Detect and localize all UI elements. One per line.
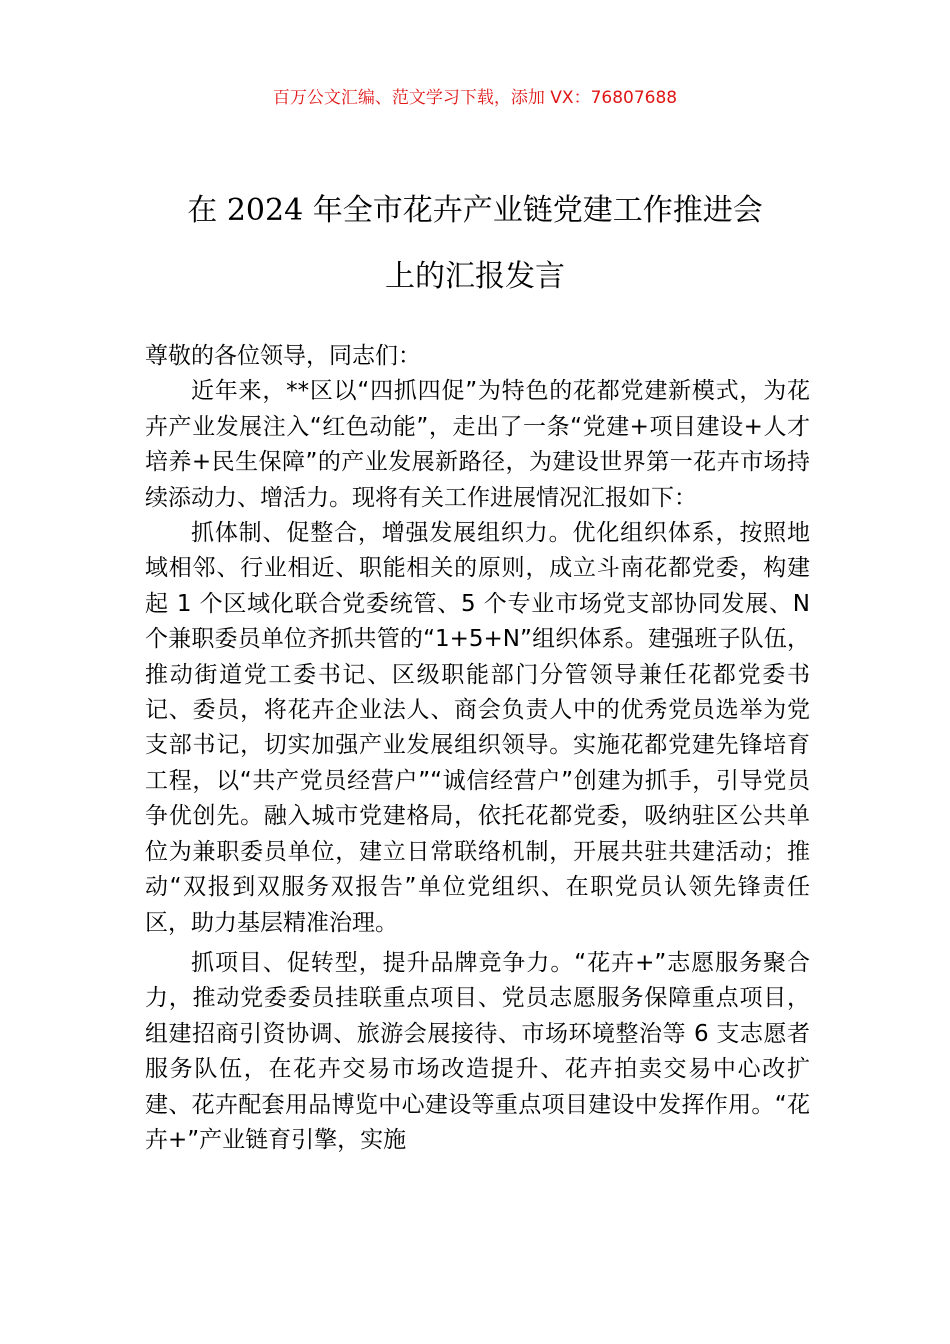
salutation: 尊敬的各位领导，同志们：: [145, 343, 421, 369]
document-title: [140, 178, 810, 310]
document-body: [145, 339, 810, 1158]
paragraph-organization: 抓体制、促整合，增强发展组织力。优化组织体系，按照地域相邻、行业相近、职能相关的原则，成立斗南花都党委，构建起 1 个区域化联合党委统管、5 个专业市场党支部协同发展、N 个兼职委员单位齐抓共管的“1+5+N”组织体系。建强班子队伍，推动街道党工委书记、区级职能部门分管领导兼任花都党委书记、委员，将花卉企业法人、商会负责人中的优秀党员选举为党支部书记，切实加强产业发展组织领导。实施花都党建先锋培育工程，以“共产党员经营户”“诚信经营户”创建为抓手，引导党员争优创先。融入城市党建格局，依托花都党委，吸纳驻区公共单位为兼职委员单位，建立日常联络机制，开展共驻共建活动；推动“双报到双服务双报告”单位党组织、在职党员认领先锋责任区，助力基层精准治理。: [145, 520, 810, 936]
paragraph-intro: 近年来，**区以“四抓四促”为特色的花都党建新模式，为花卉产业发展注入“红色动能”，走出了一条“党建+项目建设+人才培养+民生保障”的产业发展新路径，为建设世界第一花卉市场持续添动力、增活力。现将有关工作进展情况汇报如下：: [145, 378, 810, 511]
paragraph-projects: 抓项目、促转型，提升品牌竞争力。“花卉+”志愿服务聚合力，推动党委委员挂联重点项目、党员志愿服务保障重点项目，组建招商引资协调、旅游会展接待、市场环境整治等 6 支志愿者服务队伍，在花卉交易市场改造提升、花卉拍卖交易中心改扩建、花卉配套用品博览中心建设等重点项目建设中发挥作用。“花卉+”产业链育引擎，实施: [145, 949, 810, 1153]
watermark-header: 百万公文汇编、范文学习下载，添加 VX：76807688: [272, 88, 678, 108]
title-line-2: 上的汇报发言: [385, 259, 565, 294]
title-line-1: 在 2024 年全市花卉产业链党建工作推进会: [187, 193, 763, 228]
